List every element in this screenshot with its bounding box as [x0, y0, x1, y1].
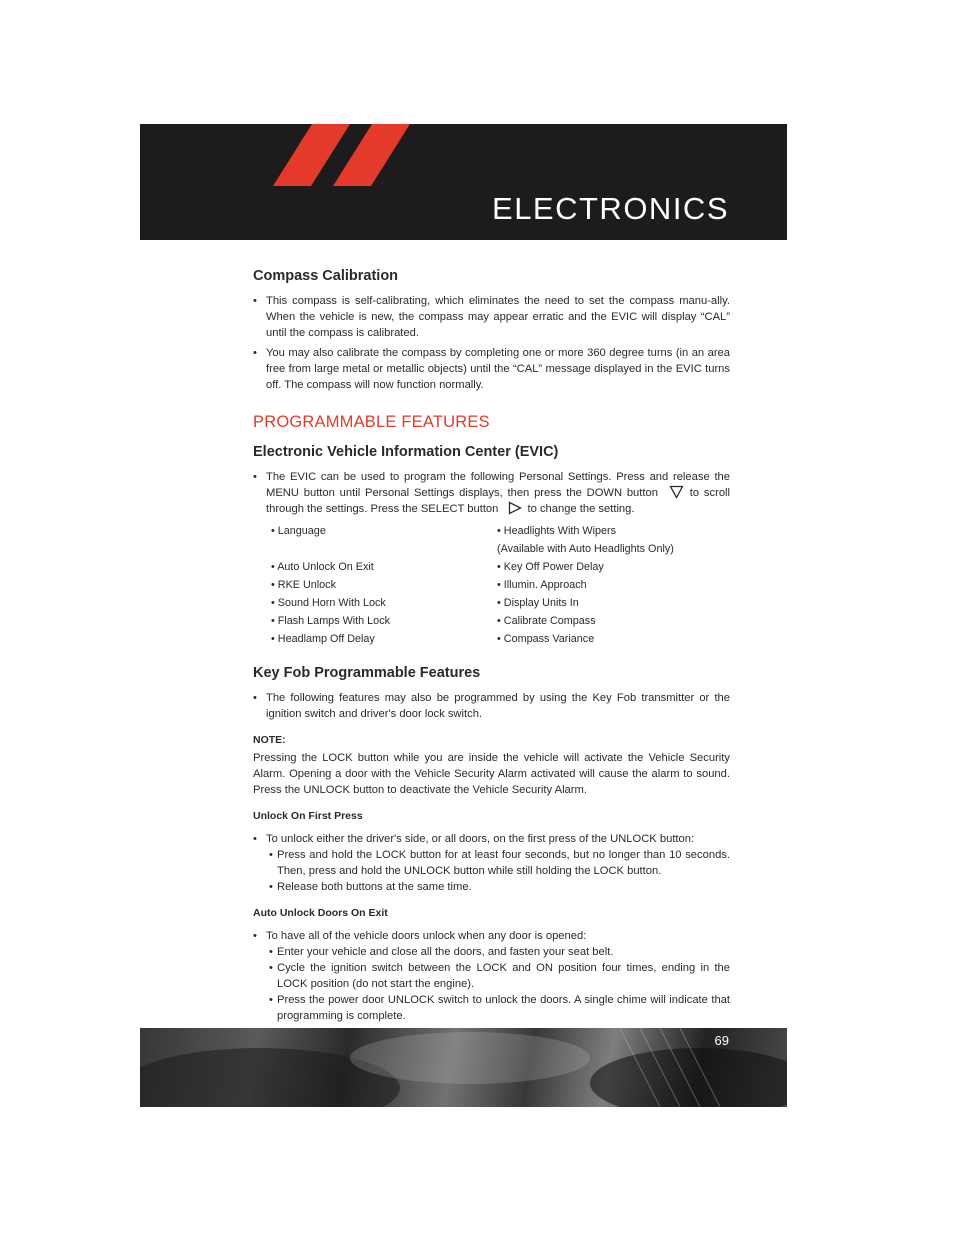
personal-settings-list: [271, 523, 731, 647]
unlock-first-press-heading: Unlock On First Press: [253, 810, 363, 822]
setting-item: • Compass Variance: [497, 633, 595, 645]
setting-item: • Flash Lamps With Lock: [271, 615, 390, 627]
right-arrow-icon: [508, 501, 522, 515]
setting-item: • Key Off Power Delay: [497, 561, 604, 573]
setting-item: • Auto Unlock On Exit: [271, 561, 374, 573]
setting-item: • Language: [271, 525, 326, 537]
evic-text-3: to change the setting.: [527, 503, 635, 515]
key-fob-bullets: [253, 690, 730, 722]
auto-unlock-bullets: [253, 928, 730, 944]
chapter-title: ELECTRONICS: [492, 191, 729, 226]
auto-unlock-heading: Auto Unlock Doors On Exit: [253, 907, 388, 919]
list-item: • Press and hold the LOCK button for at least four seconds, but no longer than 10 seconds. Then, press and hold the UNLOCK button while still holding the LOCK button.: [253, 847, 730, 879]
evic-bullets: [253, 469, 730, 517]
list-item: • Enter your vehicle and close all the doors, and fasten your seat belt.: [253, 944, 730, 960]
down-arrow-icon: [669, 485, 684, 499]
list-item: [253, 469, 730, 517]
list-item: • This compass is self-calibrating, which eliminates the need to set the compass manu-ally. When the vehicle is new, the compass may appear erratic and the EVIC will display “CAL” until the compass is calibrated.: [253, 293, 730, 341]
list-item: • You may also calibrate the compass by completing one or more 360 degree turns (in an area free from large metal or metallic objects) until the “CAL” message displayed in the EVIC turns off. The compass will now function normally.: [253, 345, 730, 393]
evic-text-2: to scroll through the settings. Press the SELECT button: [266, 487, 731, 515]
evic-heading: Electronic Vehicle Information Center (EVIC): [253, 444, 559, 460]
list-item: • Press the power door UNLOCK switch to unlock the doors. A single chime will indicate that programming is complete.: [253, 992, 730, 1024]
setting-item: • Display Units In: [497, 597, 579, 609]
brand-stripes-logo: [140, 124, 440, 186]
footer-banner: [140, 1028, 787, 1107]
footer-photo: [140, 1028, 787, 1107]
setting-item: • RKE Unlock: [271, 579, 336, 591]
setting-item: • Illumin. Approach: [497, 579, 587, 591]
list-item: • Cycle the ignition switch between the LOCK and ON position four times, ending in the LOCK position (do not start the engine).: [253, 960, 730, 992]
list-item: • The following features may also be programmed by using the Key Fob transmitter or the ignition switch and driver's door lock switch.: [253, 690, 730, 722]
setting-item: • Sound Horn With Lock: [271, 597, 386, 609]
setting-item-note: (Available with Auto Headlights Only): [497, 543, 674, 555]
unlock-first-bullets: [253, 831, 730, 847]
setting-item: • Headlights With Wipers: [497, 525, 616, 537]
setting-item: [271, 541, 497, 557]
programmable-features-heading: PROGRAMMABLE FEATURES: [253, 413, 490, 431]
setting-item: • Headlamp Off Delay: [271, 633, 375, 645]
compass-bullets: [253, 293, 730, 393]
key-fob-heading: Key Fob Programmable Features: [253, 665, 481, 681]
unlock-first-subitems: [253, 847, 730, 895]
chapter-header: [140, 124, 787, 240]
compass-calibration-heading: Compass Calibration: [253, 268, 399, 284]
list-item: • To unlock either the driver's side, or all doors, on the first press of the UNLOCK button:: [253, 831, 730, 847]
note-label: NOTE:: [253, 734, 286, 746]
page-number: 69: [714, 1033, 729, 1048]
list-item: • To have all of the vehicle doors unlock when any door is opened:: [253, 928, 730, 944]
list-item: • Release both buttons at the same time.: [253, 879, 730, 895]
auto-unlock-subitems: [253, 944, 730, 1024]
evic-text-1: The EVIC can be used to program the following Personal Settings. Press and release the MENU button until Personal Settings displays, then press the DOWN button: [266, 471, 730, 499]
note-text: Pressing the LOCK button while you are inside the vehicle will activate the Vehicle Security Alarm. Opening a door with the Vehicle Security Alarm activated will cause the alarm to sound. Press the UNLOCK button to deactivate the Vehicle Security Alarm.: [253, 752, 730, 796]
setting-item: • Calibrate Compass: [497, 615, 596, 627]
page-content: [253, 268, 730, 1024]
